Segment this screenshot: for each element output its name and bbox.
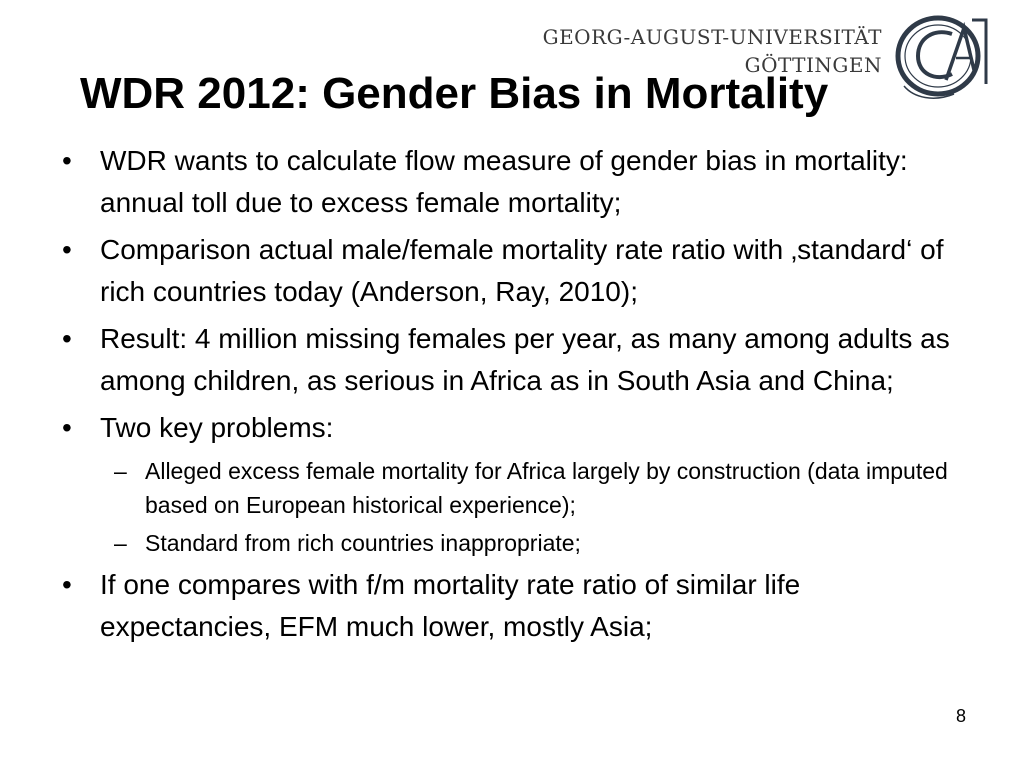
dash-marker: – <box>114 530 127 556</box>
bullet-text: WDR wants to calculate flow measure of gender bias in mortality: annual toll due to excess female mortality; <box>100 145 908 218</box>
bullet-list <box>52 140 972 653</box>
bullet-item <box>52 407 972 449</box>
bullet-item <box>52 229 972 313</box>
bullet-text: If one compares with f/m mortality rate ratio of similar life expectancies, EFM much lower, mostly Asia; <box>100 569 801 642</box>
bullet-marker: • <box>62 569 72 600</box>
sub-bullet-text: Standard from rich countries inappropriate; <box>145 530 581 556</box>
bullet-item <box>52 318 972 402</box>
bullet-item <box>52 140 972 224</box>
university-name-line2: GÖTTINGEN <box>744 53 882 77</box>
sub-bullet-item <box>52 526 972 560</box>
slide-title: WDR 2012: Gender Bias in Mortality <box>80 69 829 118</box>
bullet-text: Two key problems: <box>100 412 334 443</box>
bullet-marker: • <box>62 323 72 354</box>
dash-marker: – <box>114 458 127 484</box>
university-name-line1: GEORG-AUGUST-UNIVERSITÄT <box>542 25 882 49</box>
university-seal-icon <box>894 14 990 102</box>
bullet-text: Result: 4 million missing females per year, as many among adults as among children, as serious in Africa as in South Asia and China; <box>100 323 950 396</box>
page-number: 8 <box>955 706 966 726</box>
bullet-text: Comparison actual male/female mortality rate ratio with ‚standard‘ of rich countries today (Anderson, Ray, 2010); <box>100 234 944 307</box>
sub-bullet-item <box>52 454 972 522</box>
sub-bullet-text: Alleged excess female mortality for Africa largely by construction (data imputed based on European historical experience); <box>145 458 948 518</box>
bullet-marker: • <box>62 145 72 176</box>
bullet-marker: • <box>62 412 72 443</box>
bullet-marker: • <box>62 234 72 265</box>
bullet-item <box>52 564 972 648</box>
